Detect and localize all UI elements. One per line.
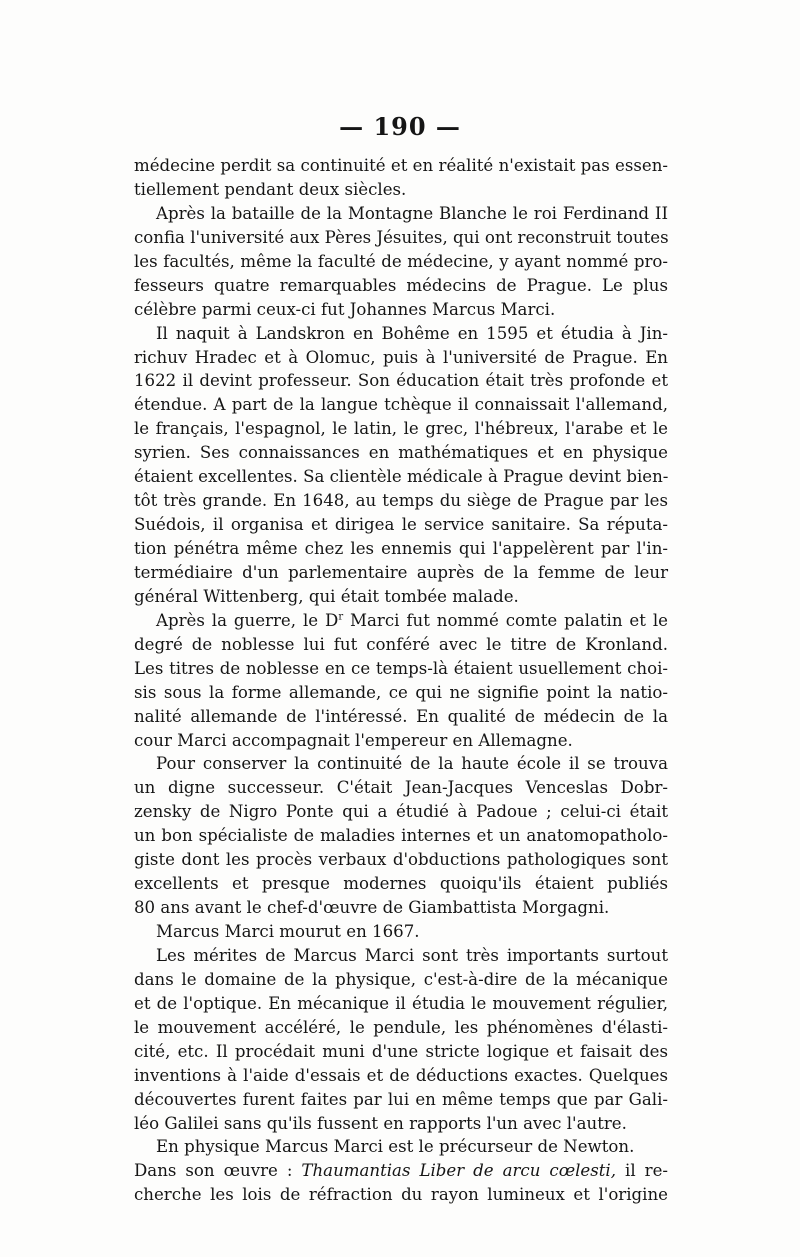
text-line: Il naquit à Landskron en Bohême en 1595 et étudia à Jin-: [156, 323, 668, 343]
text-line: nalité allemande de l'intéressé. En qualité de médecin de la: [134, 706, 668, 726]
text-line: un bon spécialiste de maladies internes et un anatomopatholo-: [134, 826, 668, 846]
text-line: En physique Marcus Marci est le précurseur de Newton.: [156, 1137, 635, 1157]
text-line: termédiaire d'un parlementaire auprès de la femme de leur: [134, 562, 668, 582]
text-line-with-italic: [134, 1159, 668, 1183]
text-line: les facultés, même la faculté de médecine, y ayant nommé pro-: [134, 251, 668, 271]
text-line: sis sous la forme allemande, ce qui ne signifie point la natio-: [134, 682, 668, 702]
text-line: médecine perdit sa continuité et en réalité n'existait pas essen-: [134, 156, 668, 175]
text-line: tôt très grande. En 1648, au temps du siège de Prague par les: [134, 491, 668, 511]
text-line: giste dont les procès verbaux d'obductions pathologiques sont: [134, 850, 668, 870]
body-text: [134, 154, 668, 1207]
text-line: Les titres de noblesse en ce temps-là étaient usuellement choi-: [134, 658, 668, 678]
text-fragment: il re-: [616, 1161, 668, 1181]
text-line-with-superscript: [134, 609, 668, 633]
text-line: étendue. A part de la langue tchèque il connaissait l'allemand,: [134, 395, 668, 415]
text-line: cour Marci accompagnait l'empereur en Allemagne.: [134, 730, 573, 750]
text-line: célèbre parmi ceux-ci fut Johannes Marcus Marci.: [134, 299, 556, 319]
text-line: 1622 il devint professeur. Son éducation était très profonde et: [134, 371, 668, 391]
text-line: étaient excellentes. Sa clientèle médicale à Prague devint bien-: [134, 467, 669, 487]
superscript: r: [338, 611, 344, 623]
text-line: degré de noblesse lui fut conféré avec le titre de Kronland.: [134, 634, 668, 654]
text-line: dans le domaine de la physique, c'est-à-dire de la mécanique: [134, 969, 668, 989]
text-line: Suédois, il organisa et dirigea le service sanitaire. Sa réputa-: [134, 515, 668, 535]
page-number: — 190 —: [339, 112, 461, 141]
text-line: Marcus Marci mourut en 1667.: [156, 922, 420, 941]
text-line: 80 ans avant le chef-d'œuvre de Giambattista Morgagni.: [134, 898, 610, 918]
text-line: tiellement pendant deux siècles.: [134, 179, 407, 199]
book-title: Thaumantias Liber de arcu cœlesti,: [301, 1161, 617, 1181]
text-line: découvertes furent faites par lui en même temps que par Gali-: [134, 1089, 668, 1109]
text-line: le français, l'espagnol, le latin, le grec, l'hébreux, l'arabe et le: [134, 419, 668, 439]
text-line: léo Galilei sans qu'ils fussent en rapports l'un avec l'autre.: [134, 1113, 627, 1133]
text-line: richuv Hradec et à Olomuc, puis à l'université de Prague. En: [134, 347, 668, 367]
text-fragment: Dans son œuvre :: [134, 1161, 302, 1181]
text-line: excellents et presque modernes quoiqu'ils étaient publiés: [134, 874, 668, 894]
text-line: zensky de Nigro Ponte qui a étudié à Padoue ; celui-ci était: [134, 802, 668, 822]
text-line: tion pénétra même chez les ennemis qui l'appelèrent par l'in-: [134, 539, 668, 558]
text-line: cité, etc. Il procédait muni d'une stricte logique et faisait des: [134, 1041, 668, 1061]
text-line: inventions à l'aide d'essais et de déductions exactes. Quelques: [134, 1065, 668, 1085]
text-line: Après la bataille de la Montagne Blanche le roi Ferdinand II: [156, 203, 668, 223]
text-line: cherche les lois de réfraction du rayon lumineux et l'origine: [134, 1185, 668, 1205]
text-fragment: Marci fut nommé comte palatin et le: [343, 610, 668, 630]
text-line: un digne successeur. C'était Jean-Jacques Venceslas Dobr-: [134, 778, 668, 798]
text-line: général Wittenberg, qui était tombée malade.: [134, 586, 519, 606]
text-line: confia l'université aux Pères Jésuites, qui ont reconstruit toutes: [134, 227, 669, 247]
text-line: fesseurs quatre remarquables médecins de Prague. Le plus: [134, 275, 668, 295]
text-fragment: Après la guerre, le D: [156, 610, 339, 630]
text-line: Les mérites de Marcus Marci sont très importants surtout: [156, 945, 668, 965]
text-line: syrien. Ses connaissances en mathématiques et en physique: [134, 443, 668, 463]
text-line: Pour conserver la continuité de la haute école il se trouva: [156, 754, 668, 774]
text-line: le mouvement accéléré, le pendule, les phénomènes d'élasti-: [134, 1017, 668, 1037]
text-line: et de l'optique. En mécanique il étudia le mouvement régulier,: [134, 993, 668, 1013]
